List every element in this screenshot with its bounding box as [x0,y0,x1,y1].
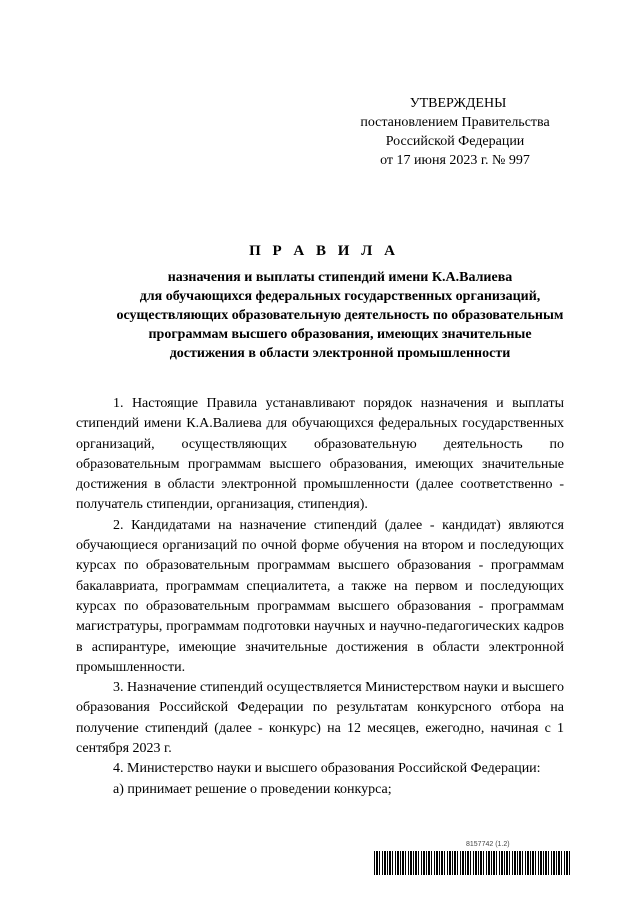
approval-block [340,94,570,170]
document-body [76,394,564,800]
approval-line: Российской Федерации [385,134,525,149]
barcode-icon [374,851,570,875]
paragraph-3: 3. Назначение стипендий осуществляется Министерством науки и высшего образования Российской Федерации по результатам конкурсного отбора на получение стипендий (далее - конкурс) на 12 месяцев, ежегодно, начиная с 1 сентября 2023 г. [76,680,564,757]
subtitle-line: назначения и выплаты стипендий имени К.А.Валиева [167,270,513,285]
subtitle-line: программам высшего образования, имеющих значительные [148,327,532,342]
approval-heading: УТВЕРЖДЕНЫ [409,96,507,111]
paragraph-1: 1. Настоящие Правила устанавливают порядок назначения и выплаты стипендий имени К.А.Валиева для обучающихся федеральных государственных организаций, осуществляющих образовательную деятельность по образовательным программам высшего образования, имеющих значительные достижения в области электронной промышленности (далее соответственно - получатель стипендии, организация, стипендия). [76,396,564,513]
document-subtitle [40,268,640,363]
document-title: П Р А В И Л А [249,243,399,259]
barcode-number: 8157742 (1.2) [466,841,510,848]
approval-line: постановлением Правительства [360,115,550,130]
barcode-block [374,843,570,877]
paragraph-4: 4. Министерство науки и высшего образования Российской Федерации: [113,761,541,777]
subtitle-line: достижения в области электронной промышленности [169,346,511,361]
approval-date-line: от 17 июня 2023 г. № 997 [380,153,530,168]
subtitle-line: для обучающихся федеральных государственных организаций, [139,289,541,304]
paragraph-2: 2. Кандидатами на назначение стипендий (далее - кандидат) являются обучающиеся организаций по очной форме обучения на втором и последующих курсах по образовательным программам высшего образования - программам бакалавриата, программам специалитета, а также на первом и последующих курсах по образовательным программам высшего образования - программам магистратуры, программам подготовки научных и научно-педагогических кадров в аспирантуре, имеющие значительные достижения в области электронной промышленности. [76,517,564,675]
subtitle-line: осуществляющих образовательную деятельность по образовательным [116,308,564,323]
subitem-a: а) принимает решение о проведении конкурса; [113,781,392,797]
